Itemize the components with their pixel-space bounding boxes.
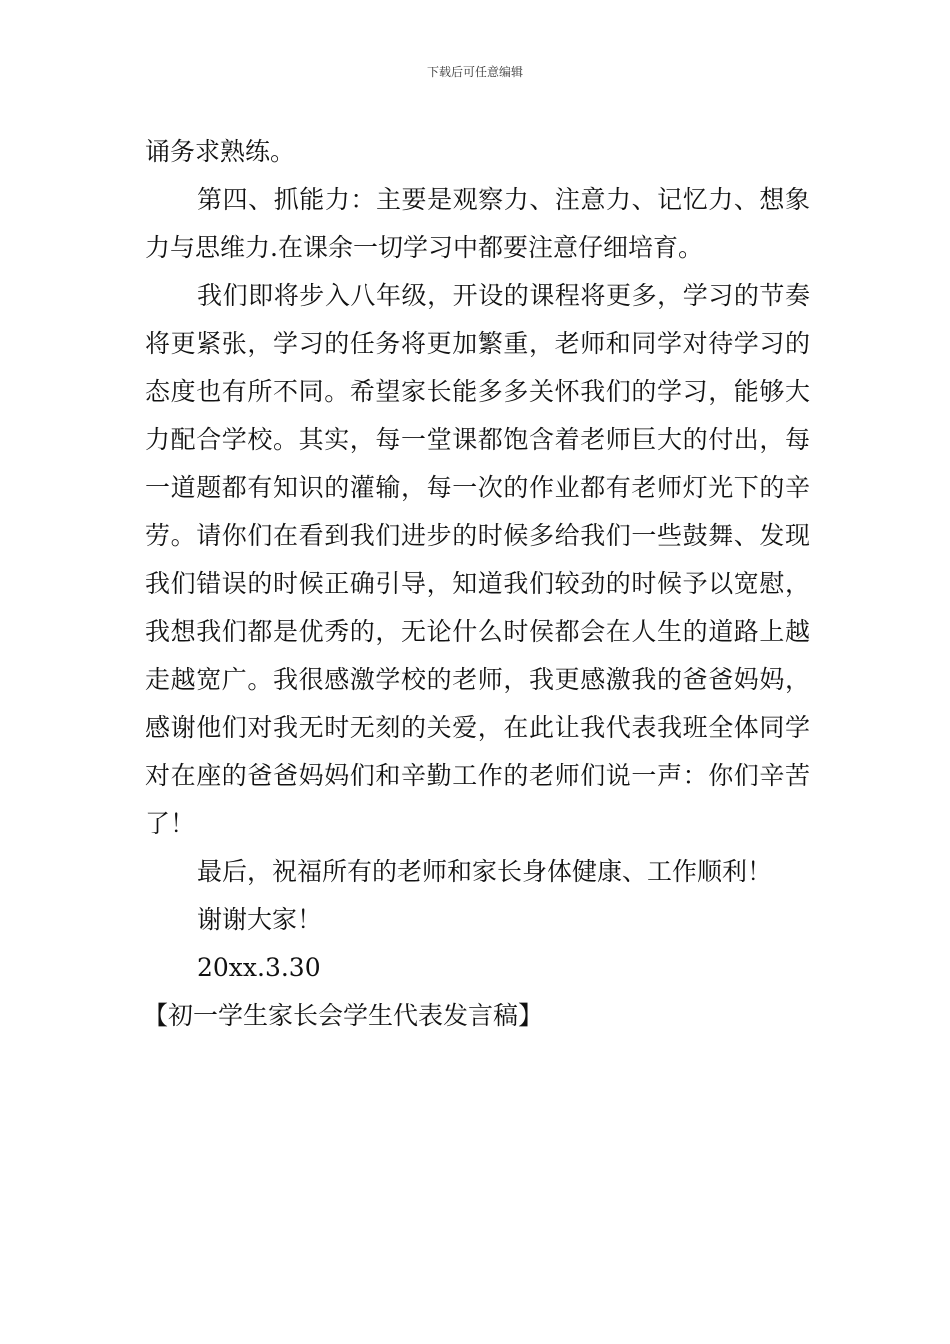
- section-heading: 【初一学生家长会学生代表发言稿】: [143, 1001, 544, 1030]
- paragraph-grade-eight: 我们即将步入八年级，开设的课程将更多，学习的节奏将更紧张，学习的任务将更加繁重，老师和同学对待学习的态度也有所不同。希望家长能多多关怀我们的学习，能够大力配合学校。其实，每一堂课都饱含着老师巨大的付出，每一道题都有知识的灌输，每一次的作业都有老师灯光下的辛劳。请你们在看到我们进步的时候多给我们一些鼓舞、发现我们错误的时候正确引导，知道我们较劲的时候予以宽慰，我想我们都是优秀的，无论什么时侯都会在人生的道路上越走越宽广。我很感激学校的老师，我更感激我的爸爸妈妈，感谢他们对我无时无刻的关爱，在此让我代表我班全体同学对在座的爸爸妈妈们和辛勤工作的老师们说一声：你们辛苦了！: [145, 281, 810, 838]
- document-body: [145, 128, 810, 1040]
- paragraph-date: 20xx.3.30: [197, 953, 321, 982]
- paragraph-ability: 第四、抓能力：主要是观察力、注意力、记忆力、想象力与思维力.在课余一切学习中都要注意仔细培育。: [145, 185, 810, 262]
- paragraph-thanks: 谢谢大家！: [197, 905, 323, 934]
- page-header: 下载后可任意编辑: [426, 65, 523, 79]
- paragraph-closing-wishes: 最后，祝福所有的老师和家长身体健康、工作顺利！: [197, 857, 773, 886]
- paragraph-continuation: 诵务求熟练。: [145, 137, 296, 166]
